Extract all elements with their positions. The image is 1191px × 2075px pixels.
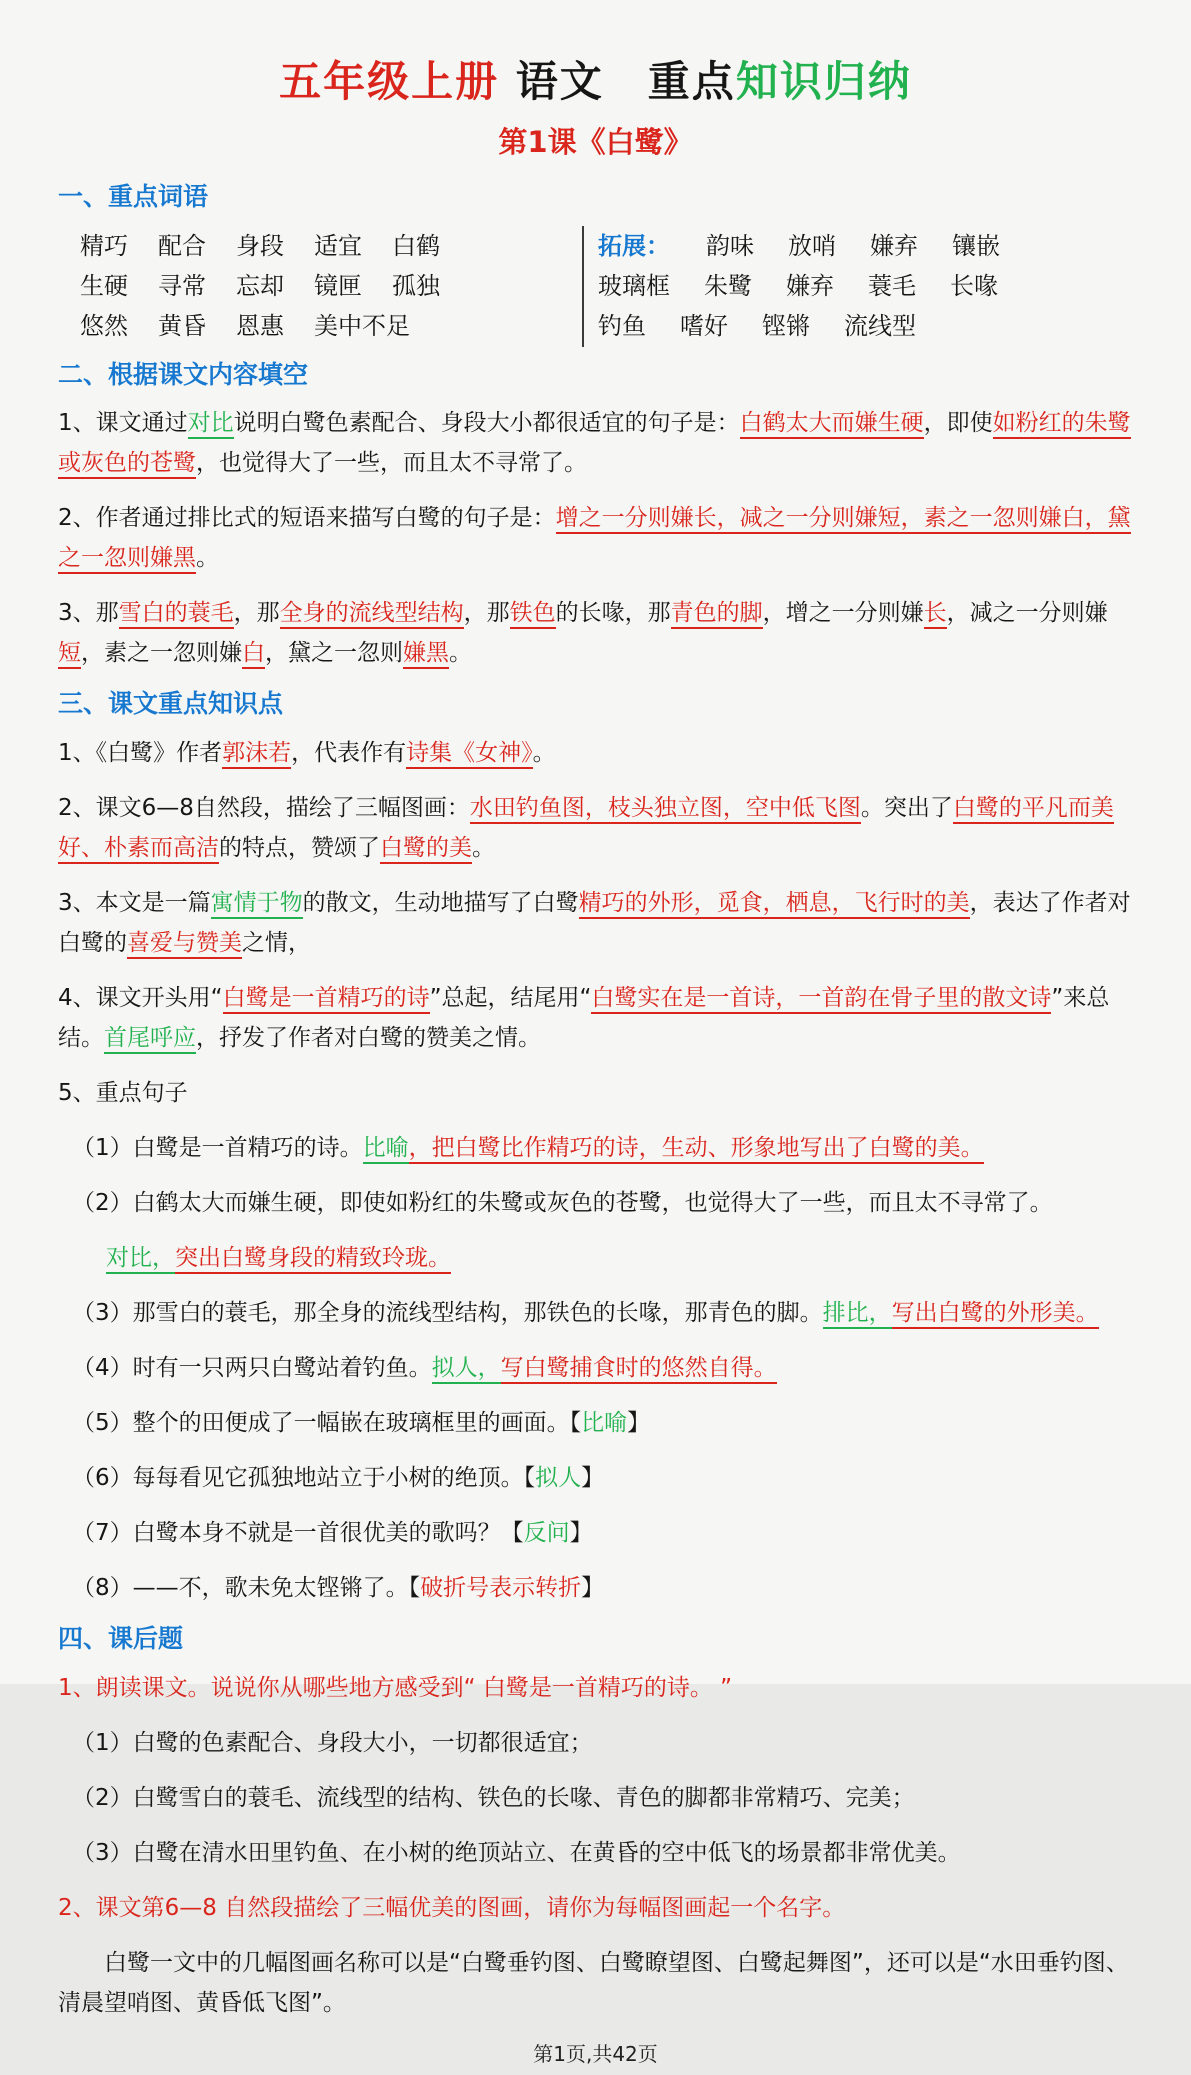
- paragraph: [58, 1403, 1133, 1443]
- vocab-word: 嫌弃: [786, 272, 834, 301]
- text-run: 嫌黑: [403, 640, 449, 669]
- text-run: 首尾呼应: [104, 1025, 196, 1054]
- vocab-word: 镶嵌: [952, 231, 1000, 260]
- text-run: 2、课文第6—8 自然段描绘了三幅优美的图画，请你为每幅图画起一个名字。: [58, 1894, 846, 1921]
- text-run: 4、课文开头用“: [58, 984, 223, 1011]
- vocab-section: [58, 226, 1133, 347]
- paragraph: [58, 1293, 1133, 1333]
- text-run: 之情，: [242, 929, 311, 956]
- text-run: 破折号表示转折: [420, 1575, 582, 1602]
- section-heading: 四、课后题: [58, 1624, 184, 1654]
- text-run: 语文 重点: [515, 57, 736, 106]
- text-run: 写白鹭捕食时的悠然自得。: [501, 1355, 777, 1384]
- vocab-word: 铿锵: [762, 312, 810, 341]
- text-run: ，抒发了作者对白鹭的赞美之情。: [196, 1024, 541, 1051]
- vocab-word: 恩惠: [236, 312, 284, 341]
- text-run: ，那: [233, 600, 280, 627]
- paragraph: [58, 403, 1133, 483]
- text-run: 1、朗读课文。说说你从哪些地方感受到“ 白鹭是一首精巧的诗。 ”: [58, 1674, 733, 1701]
- text-run: （4）时有一只两只白鹭站着钓鱼。: [72, 1355, 432, 1382]
- vocab-word: 嫌弃: [870, 231, 918, 260]
- vocab-word: 孤独: [392, 272, 440, 301]
- paragraph: [58, 1513, 1133, 1553]
- text-run: 如粉红的朱鹭或灰色的苍鹭: [58, 410, 1131, 479]
- section-heading: 二、根据课文内容填空: [58, 359, 309, 389]
- vocab-word: 适宜: [314, 231, 362, 260]
- vocab-word: 身段: [236, 231, 284, 260]
- vocab-word: 悠然: [80, 312, 128, 341]
- vocab-expand-column: [582, 226, 1133, 347]
- text-run: ，素之一忽则嫌: [81, 640, 242, 667]
- paragraph: [58, 788, 1133, 868]
- text-run: 】: [581, 1575, 605, 1602]
- paragraph: [58, 498, 1133, 578]
- text-run: 的散文，生动地描写了白鹭: [302, 889, 579, 916]
- text-run: 。突出了: [860, 794, 953, 821]
- text-run: （6）每每看见它孤独地站立于小树的绝顶。【: [72, 1465, 536, 1492]
- text-run: 水田钓鱼图，枝头独立图，空中低飞图: [470, 795, 861, 824]
- text-run: 2、作者通过排比式的短语来描写白鹭的句子是：: [58, 505, 556, 532]
- text-run: （1）白鹭是一首精巧的诗。: [72, 1134, 363, 1161]
- text-run: （1）白鹭的色素配合、身段大小，一切都很适宜；: [72, 1729, 593, 1756]
- text-run: 白鹭的平凡而美好、朴素而高洁: [58, 795, 1114, 864]
- text-run: （3）白鹭在清水田里钓鱼、在小树的绝顶站立、在黄昏的空中低飞的场景都非常优美。: [72, 1839, 961, 1866]
- paragraph: [58, 1668, 1133, 1708]
- vocab-word: 精巧: [80, 231, 128, 260]
- paragraph: [58, 1238, 1133, 1278]
- text-run: 。: [472, 834, 495, 861]
- page-title: [58, 58, 1133, 106]
- text-run: ，表达了作者对白鹭的: [58, 889, 1131, 956]
- paragraph: [58, 1128, 1133, 1168]
- text-run: 寓情于物: [211, 890, 303, 919]
- text-run: （3）那雪白的蓑毛，那全身的流线型结构，那铁色的长喙，那青色的脚。: [72, 1300, 823, 1326]
- text-run: （5）整个的田便成了一幅嵌在玻璃框里的画面。【: [72, 1410, 582, 1437]
- paragraph: [58, 978, 1133, 1058]
- text-run: ”来总结。: [58, 984, 1110, 1051]
- paragraph: [58, 1458, 1133, 1498]
- paragraph: [58, 733, 1133, 773]
- text-run: 白鹤太大而嫌生硬: [740, 410, 924, 439]
- paragraph: [58, 1778, 1133, 1818]
- paragraph: [58, 1348, 1133, 1388]
- vocab-row: [598, 226, 1133, 266]
- text-run: 】: [569, 1520, 593, 1547]
- lesson-subtitle: 第1课《白鹭》: [498, 125, 693, 160]
- text-run: 青色的脚: [671, 600, 763, 629]
- text-run: 白鹭一文中的几幅图画名称可以是“白鹭垂钓图、白鹭瞭望图、白鹭起舞图”，还可以是“水田垂钓图、清晨望哨图、黄昏低飞图”。: [58, 1949, 1129, 2016]
- text-run: 写出白鹭的外形美。: [892, 1300, 1099, 1329]
- paragraph: [58, 1073, 1133, 1113]
- paragraph: [58, 1888, 1133, 1928]
- text-run: ，代表作有: [291, 739, 407, 766]
- text-run: 喜爱与赞美: [127, 930, 242, 959]
- text-run: 短: [58, 640, 81, 669]
- text-run: 。: [449, 640, 472, 667]
- text-run: 5、重点句子: [58, 1079, 188, 1106]
- page-number: 第1页,共42页: [533, 2041, 658, 2066]
- vocab-word: 生硬: [80, 272, 128, 301]
- expand-label: 拓展：: [598, 231, 670, 260]
- vocab-row: [58, 306, 578, 346]
- text-run: ，那: [463, 600, 510, 627]
- text-run: （8）——不，歌未免太铿锵了。【: [72, 1575, 421, 1602]
- text-run: 说明白鹭色素配合、身段大小都很适宜的句子是：: [233, 410, 740, 437]
- text-run: 反问: [523, 1520, 570, 1547]
- paragraph: [58, 883, 1133, 963]
- vocab-word: 韵味: [706, 231, 754, 260]
- text-run: 排比，: [823, 1300, 892, 1329]
- vocab-word: 配合: [158, 231, 206, 260]
- text-run: 比喻: [581, 1410, 628, 1437]
- text-run: 郭沫若: [222, 740, 291, 769]
- vocab-word: 放哨: [788, 231, 836, 260]
- vocab-word: 忘却: [236, 272, 284, 301]
- text-run: （7）白鹭本身不就是一首很优美的歌吗？【: [72, 1520, 524, 1547]
- vocab-word: 镜匣: [314, 272, 362, 301]
- text-run: 白鹭的美: [380, 835, 472, 864]
- text-run: 拟人: [535, 1465, 582, 1492]
- text-run: 知识归纳: [735, 57, 912, 106]
- paragraph: [58, 1723, 1133, 1763]
- text-run: 3、那: [58, 600, 119, 627]
- text-run: 3、本文是一篇: [58, 889, 211, 916]
- text-run: 。: [532, 739, 556, 766]
- vocab-word: 流线型: [844, 312, 916, 341]
- vocab-word: 嗜好: [680, 312, 728, 341]
- text-run: ，减之一分则嫌: [946, 600, 1108, 627]
- vocab-word: 朱鹭: [704, 272, 752, 301]
- text-run: ，黛之一忽则: [265, 640, 403, 667]
- text-run: 白: [242, 640, 265, 669]
- text-run: 铁色: [510, 600, 556, 629]
- text-run: （2）白鹤太大而嫌生硬，即使如粉红的朱鹭或灰色的苍鹭，也觉得大了一些，而且太不寻常了。: [72, 1189, 1053, 1216]
- text-run: 精巧的外形，觅食，栖息，飞行时的美: [579, 890, 970, 919]
- vocab-main-column: [58, 226, 578, 347]
- vocab-row: [598, 266, 1133, 306]
- vocab-word: 蓑毛: [868, 272, 916, 301]
- paragraph: [58, 1943, 1133, 2023]
- vocab-word: 钓鱼: [598, 312, 646, 341]
- text-run: ”总起，结尾用“: [429, 984, 592, 1011]
- text-run: 】: [627, 1410, 651, 1437]
- vocab-word: 长喙: [950, 272, 998, 301]
- vocab-word: 美中不足: [314, 312, 410, 341]
- text-run: 1、《白鹭》作者: [58, 739, 223, 766]
- text-run: 白鹭是一首精巧的诗: [223, 985, 430, 1014]
- vocab-row: [598, 306, 1133, 346]
- text-run: 雪白的蓑毛: [119, 600, 234, 629]
- text-run: 的长喙，那: [555, 600, 671, 627]
- paragraph: [58, 1183, 1133, 1223]
- text-run: 比喻: [363, 1135, 409, 1164]
- text-run: ，也觉得大了一些，而且太不寻常了。: [196, 450, 587, 477]
- paragraph: [58, 1568, 1133, 1608]
- text-run: 全身的流线型结构: [280, 600, 464, 629]
- document-body: [58, 177, 1133, 2037]
- text-run: 拟人，: [432, 1355, 501, 1384]
- vocab-word: 白鹤: [392, 231, 440, 260]
- paragraph: [58, 1833, 1133, 1873]
- text-run: 】: [581, 1465, 605, 1492]
- text-run: 对比: [188, 410, 234, 439]
- vocab-word: 玻璃框: [598, 272, 670, 301]
- vocab-word: 寻常: [158, 272, 206, 301]
- text-run: （2）白鹭雪白的蓑毛、流线型的结构、铁色的长喙、青色的脚都非常精巧、完美；: [72, 1784, 915, 1811]
- text-run: 诗集《女神》: [406, 740, 533, 769]
- vocab-row: [58, 266, 578, 306]
- text-run: 五年级上册: [279, 57, 516, 106]
- text-run: 的特点，赞颂了: [219, 834, 380, 861]
- section-heading: 三、课文重点知识点: [58, 689, 284, 719]
- text-run: ，增之一分则嫌: [762, 600, 924, 627]
- vocab-row: [58, 226, 578, 266]
- text-run: 对比，: [106, 1245, 175, 1274]
- text-run: 2、课文6—8自然段，描绘了三幅图画：: [58, 794, 470, 821]
- text-run: 。: [196, 545, 219, 572]
- text-run: 长: [924, 600, 947, 629]
- text-run: 白鹭实在是一首诗，一首韵在骨子里的散文诗: [591, 985, 1051, 1014]
- vocab-word: 黄昏: [158, 312, 206, 341]
- text-run: 突出白鹭身段的精致玲珑。: [175, 1245, 451, 1274]
- text-run: 增之一分则嫌长，减之一分则嫌短，素之一忽则嫌白，黛之一忽则嫌黑: [58, 505, 1131, 574]
- text-run: ，把白鹭比作精巧的诗，生动、形象地写出了白鹭的美。: [409, 1135, 984, 1164]
- text-run: 1、课文通过: [58, 410, 188, 437]
- text-run: ，即使: [923, 410, 993, 437]
- section-heading: 一、重点词语: [58, 182, 209, 212]
- paragraph: [58, 593, 1133, 673]
